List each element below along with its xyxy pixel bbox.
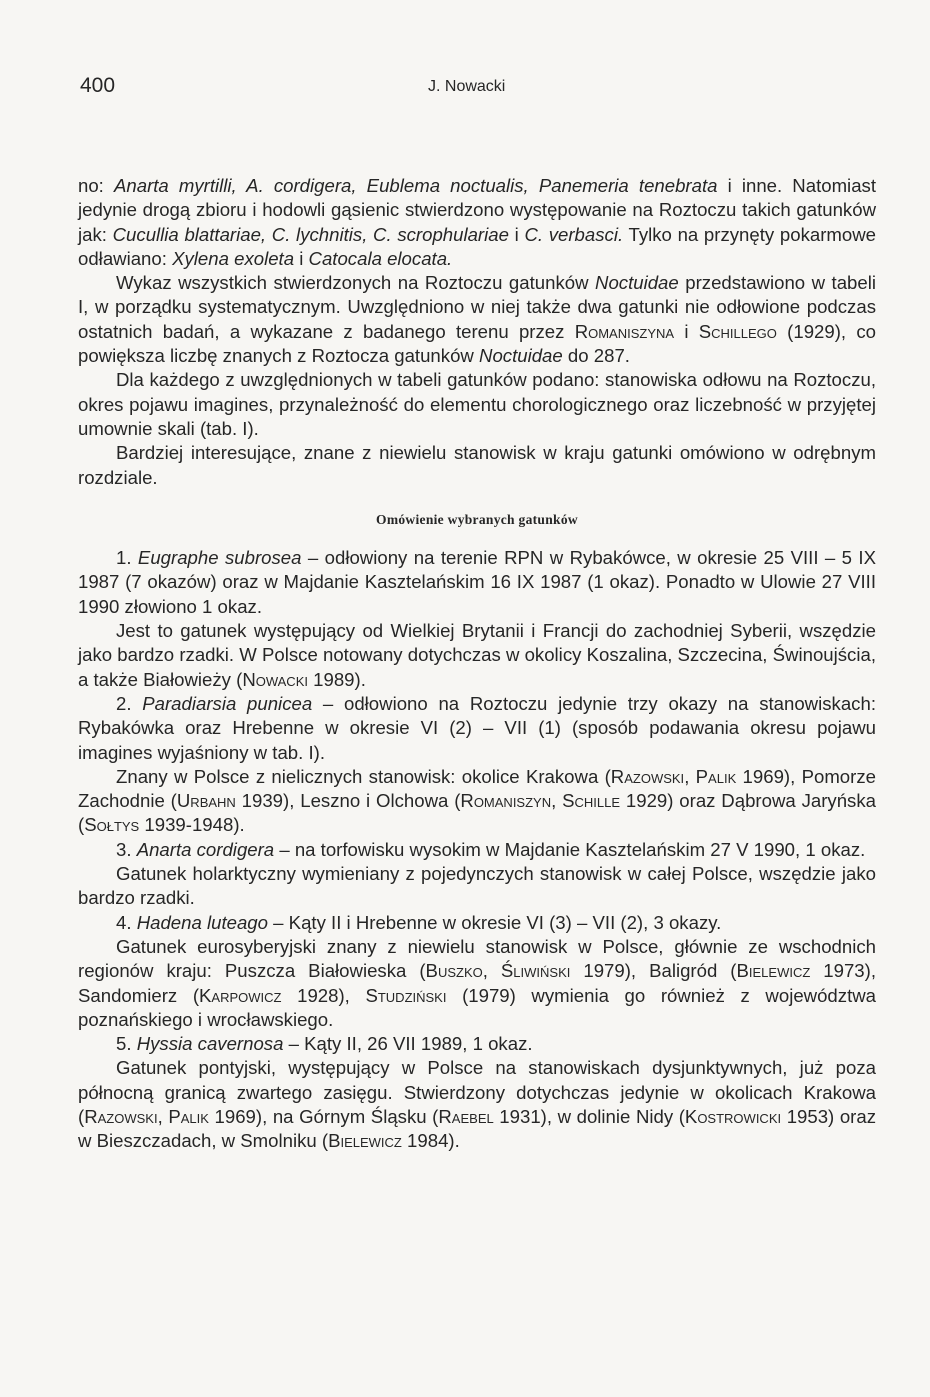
text-run: – Kąty II, 26 VII 1989, 1 okaz.: [283, 1033, 533, 1055]
paragraph-11: [78, 911, 876, 935]
italic-text: Cucullia blattariae, C. lychnitis, C. scrophulariae: [112, 223, 509, 245]
text-run: 1984).: [401, 1130, 460, 1152]
text-run: 1953) oraz w Bieszczadach, w Smolniku (: [78, 1105, 876, 1152]
italic-text: Anarta cordigera: [136, 838, 275, 860]
text-run: 5.: [116, 1033, 137, 1055]
paragraph-8: [78, 765, 876, 838]
paragraph-2: [78, 271, 876, 368]
text-run: 1969), Pomorze Zachodnie (: [78, 765, 876, 812]
text-run: Schille: [562, 790, 621, 812]
italic-text: Anarta myrtilli, A. cordigera, Eublema noctualis, Panemeria tenebrata: [113, 175, 718, 196]
paragraph-4: Bardziej interesujące, znane z niewielu stanowisk w kraju gatunki omówiono w odrębnym rozdziale.: [78, 442, 876, 488]
text-run: 1973), Sandomierz (: [78, 960, 877, 1006]
text-run: i: [508, 223, 525, 245]
running-head: J. Nowacki: [428, 78, 506, 95]
italic-text: C. verbasci.: [524, 223, 624, 245]
text-run: – Kąty II i Hrebenne w okresie VI (3) – VII (2), 3 okazy.: [268, 911, 722, 933]
italic-text: Noctuidae: [595, 272, 679, 294]
text-run: Razowski: [84, 1105, 158, 1127]
text-run: 1989).: [307, 668, 366, 690]
paragraph-13: [78, 1032, 876, 1056]
text-run: Urbahn: [176, 790, 236, 812]
text-run: ,: [482, 960, 501, 982]
text-run: 1939-1948).: [139, 814, 245, 836]
text-run: 1.: [116, 547, 138, 569]
italic-text: Paradiarsia punicea: [142, 692, 313, 714]
section-heading: Omówienie wybranych gatunków: [376, 511, 578, 527]
text-run: Nowacki: [242, 668, 308, 690]
paragraph-6: [78, 619, 876, 692]
text-run: przedstawiono w tabeli I, w porządku systematycznym. Uwzględniono w niej także dwa gatunki nie odłowione podczas ostatnich badań, a wykazane z badanego terenu przez: [78, 272, 876, 342]
text-run: Bielewicz: [736, 960, 811, 982]
italic-text: Hyssia cavernosa: [136, 1033, 284, 1055]
text-run: 1979), Baligród (: [570, 960, 737, 982]
text-run: Studziński: [365, 984, 447, 1006]
text-run: Śliwiński: [500, 960, 571, 982]
text-run: Razowski: [610, 765, 685, 787]
text-run: 2.: [116, 692, 143, 714]
text-run: Romaniszyna: [574, 320, 675, 342]
italic-text: Noctuidae: [479, 345, 563, 367]
text-run: – odłowiony na terenie RPN w Rybakówce, w okresie 25 VIII – 5 IX 1987 (7 okazów) oraz w Majdanie Kasztelańskim 16 IX 1987 (1 okaz). Ponadto w Ulowie 27 VIII 1990 złowiono 1 okaz.: [78, 547, 876, 617]
italic-text: Eugraphe subrosea: [137, 547, 302, 569]
text-run: Raebel: [438, 1105, 494, 1127]
text-run: Gatunek pontyjski, występujący w Polsce na stanowiskach dysjunktywnych, już poza północną granicą zwartego zasięgu. Stwierdzony dotychczas jedynie w okolicach Krakowa (: [78, 1057, 876, 1127]
paragraph-10: Gatunek holarktyczny wymieniany z pojedynczych stanowisk w całej Polsce, wszędzie jako bardzo rzadki.: [78, 863, 876, 909]
paragraph-7: [78, 692, 876, 765]
text-run: – odłowiono na Roztoczu jedynie trzy okazy na stanowiskach: Rybakówka oraz Hrebenne w okresie VI (2) – VII (1) (sposób podawania okresu pojawu imagines wyjaśniony w tab. I).: [78, 692, 876, 763]
italic-text: Hadena luteago: [136, 911, 268, 933]
text-run: Palik: [695, 765, 737, 787]
text-run: Gatunek eurosyberyjski znany z niewielu stanowisk w Polsce, głównie ze wschodnich regionów kraju: Puszcza Białowieska (: [78, 935, 876, 982]
text-run: Schillego: [698, 320, 777, 342]
italic-text: Catocala elocata.: [308, 247, 453, 269]
text-run: – na torfowisku wysokim w Majdanie Kasztelańskim 27 V 1990, 1 okaz.: [274, 838, 866, 860]
paragraph-5: [78, 546, 876, 619]
text-run: 1931), w dolinie Nidy (: [493, 1105, 685, 1127]
paragraph-3: Dla każdego z uwzględnionych w tabeli gatunków podano: stanowiska odłowu na Roztoczu, okres pojawu imagines, przynależność do elementu chorologicznego oraz liczebność w przyjętej umownie skali (tab. I).: [78, 369, 876, 439]
text-run: do 287.: [562, 345, 630, 367]
text-run: Wykaz wszystkich stwierdzonych na Roztoczu gatunków: [116, 272, 596, 294]
page-header: [0, 74, 930, 104]
text-run: Bielewicz: [328, 1130, 402, 1152]
paragraph-1: [78, 174, 876, 271]
text-run: 1969), na Górnym Śląsku (: [208, 1105, 439, 1127]
text-run: Sołtys: [84, 814, 140, 836]
text-run: Buszko: [425, 960, 483, 982]
text-run: ,: [551, 790, 563, 812]
text-run: no:: [78, 175, 114, 196]
text-run: ,: [157, 1105, 169, 1127]
text-run: Tylko na przynęty pokarmowe odławiano:: [78, 223, 876, 269]
text-run: 1939), Leszno i Olchowa (: [235, 790, 461, 812]
text-run: ,: [684, 765, 696, 787]
text-run: (1929), co powiększa liczbę znanych z Roztocza gatunków: [78, 320, 876, 367]
text-run: Kostrowicki: [684, 1105, 782, 1127]
paragraph-9: [78, 838, 876, 862]
body-text: [78, 174, 876, 1154]
text-run: i: [294, 247, 309, 269]
text-run: Palik: [168, 1105, 209, 1127]
text-run: Romaniszyn: [460, 790, 552, 812]
text-run: 4.: [116, 911, 137, 933]
page-number: 400: [80, 74, 116, 97]
text-run: 1929) oraz Dąbrowa Jaryńska (: [78, 790, 876, 836]
italic-text: Xylena exoleta: [172, 247, 295, 269]
paragraph-12: [78, 935, 876, 1032]
text-run: Jest to gatunek występujący od Wielkiej Brytanii i Francji do zachodniej Syberii, wszędzie jako bardzo rzadki. W Polsce notowany dotychczas w okolicy Koszalina, Szczecina, Świnoujścia, a także Białowieży (: [78, 620, 876, 690]
text-run: 3.: [116, 838, 137, 860]
text-run: (1979) wymienia go również z województwa poznańskiego i wrocławskiego.: [78, 984, 877, 1030]
text-run: 1928),: [281, 984, 366, 1006]
text-run: Karpowicz: [199, 984, 282, 1006]
text-run: i: [674, 320, 699, 342]
text-run: Znany w Polsce z nielicznych stanowisk: okolice Krakowa (: [116, 765, 611, 787]
text-run: i inne. Natomiast jedynie drogą zbioru i hodowli gąsienic stwierdzono występowanie na Roztoczu takich gatunków jak:: [78, 175, 876, 245]
paragraph-14: [78, 1056, 876, 1153]
